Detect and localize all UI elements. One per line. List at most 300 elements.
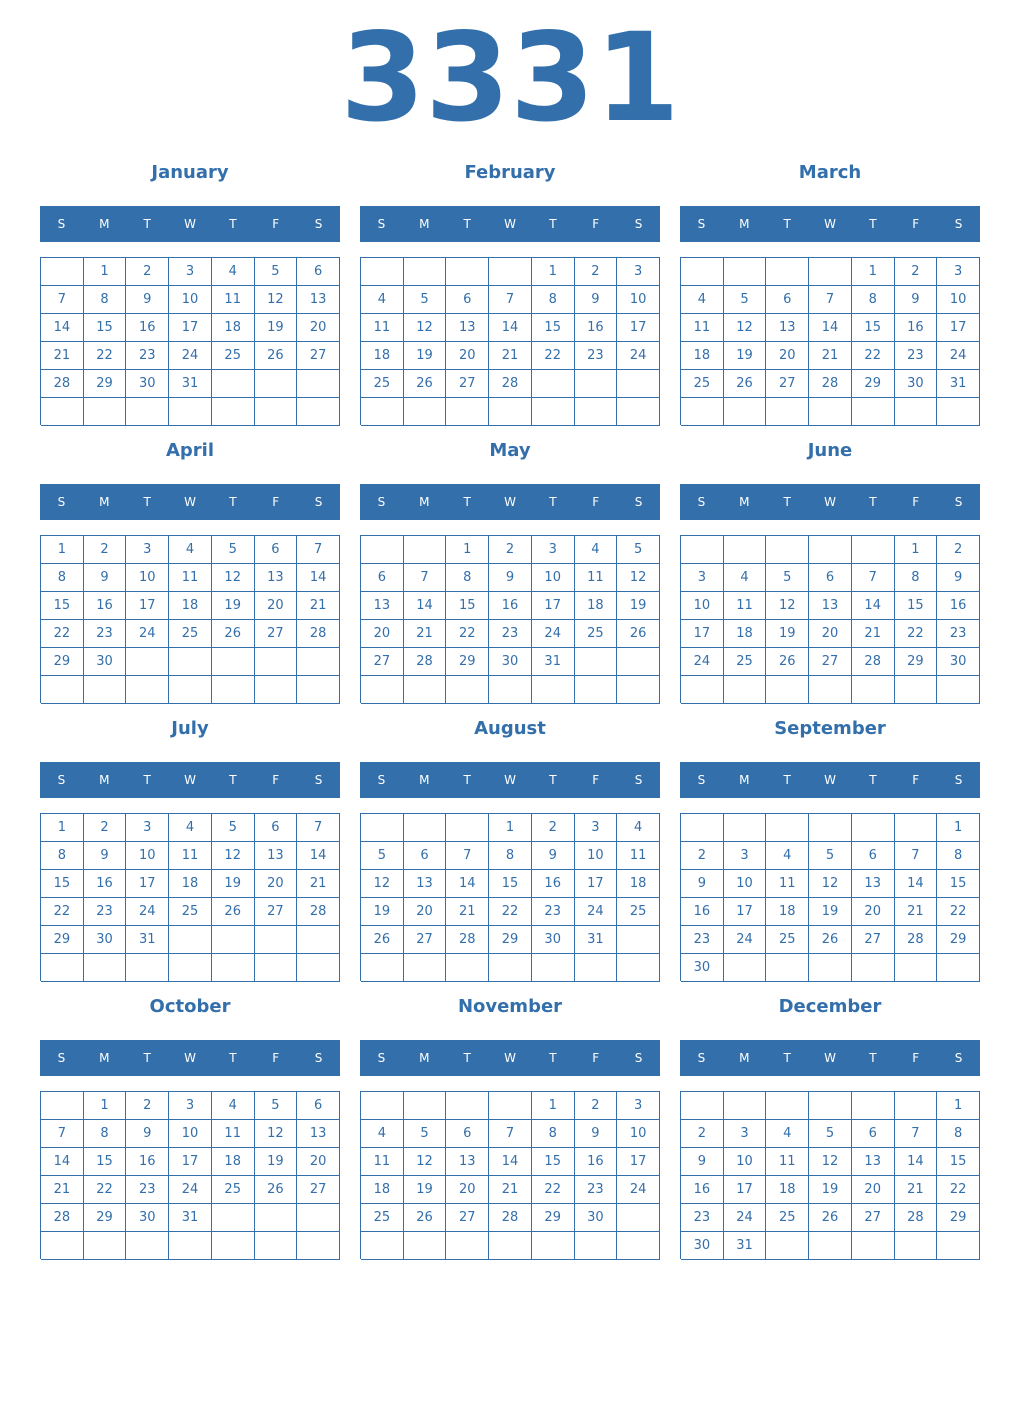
- day-cell: 31: [532, 648, 575, 676]
- day-cell: 5: [766, 564, 809, 592]
- day-cell: 13: [297, 286, 340, 314]
- empty-cell: [681, 676, 724, 704]
- weekday-label: W: [184, 495, 196, 509]
- weekday-label: T: [143, 773, 151, 787]
- weekday-label: M: [99, 217, 110, 231]
- day-cell: 20: [766, 342, 809, 370]
- weekday-label: T: [783, 1051, 791, 1065]
- day-cell: 17: [937, 314, 980, 342]
- empty-cell: [84, 954, 127, 982]
- day-cell: 27: [404, 926, 447, 954]
- day-cell: 10: [126, 842, 169, 870]
- empty-cell: [489, 1232, 532, 1260]
- month-name: August: [474, 718, 546, 739]
- empty-cell: [212, 648, 255, 676]
- empty-cell: [724, 1092, 767, 1120]
- day-cell: 16: [575, 314, 618, 342]
- day-cell: 8: [41, 564, 84, 592]
- day-cell: 25: [361, 1204, 404, 1232]
- day-cell: 2: [937, 536, 980, 564]
- day-cell: 4: [212, 1092, 255, 1120]
- day-cell: 2: [126, 258, 169, 286]
- day-cell: 27: [809, 648, 852, 676]
- day-cell: 21: [404, 620, 447, 648]
- month-name: September: [774, 718, 886, 739]
- day-cell: 19: [361, 898, 404, 926]
- day-cell: 11: [169, 564, 212, 592]
- day-cell: 2: [681, 842, 724, 870]
- weekday-label: T: [783, 773, 791, 787]
- day-cell: 9: [937, 564, 980, 592]
- day-cell: 25: [766, 926, 809, 954]
- day-cell: 20: [361, 620, 404, 648]
- day-cell: 18: [212, 1148, 255, 1176]
- weekday-label: W: [824, 217, 836, 231]
- empty-cell: [446, 814, 489, 842]
- month-name: December: [778, 996, 882, 1017]
- empty-cell: [255, 1232, 298, 1260]
- day-cell: 21: [41, 1176, 84, 1204]
- day-cell: 1: [532, 1092, 575, 1120]
- day-cell: 5: [617, 536, 660, 564]
- empty-cell: [681, 258, 724, 286]
- empty-cell: [895, 676, 938, 704]
- weekday-label: S: [634, 495, 643, 509]
- day-cell: 10: [126, 564, 169, 592]
- day-cell: 11: [361, 1148, 404, 1176]
- empty-cell: [809, 676, 852, 704]
- day-cell: 8: [852, 286, 895, 314]
- day-cell: 16: [681, 898, 724, 926]
- empty-cell: [446, 1092, 489, 1120]
- day-cell: 25: [724, 648, 767, 676]
- empty-cell: [766, 1092, 809, 1120]
- weekday-label: F: [912, 1051, 920, 1065]
- day-cell: 1: [84, 258, 127, 286]
- empty-cell: [681, 398, 724, 426]
- day-cell: 15: [446, 592, 489, 620]
- day-cell: 2: [681, 1120, 724, 1148]
- empty-cell: [212, 676, 255, 704]
- weekday-label: F: [912, 773, 920, 787]
- day-cell: 19: [766, 620, 809, 648]
- day-cell: 23: [575, 342, 618, 370]
- empty-cell: [852, 1232, 895, 1260]
- day-cell: 6: [446, 1120, 489, 1148]
- day-cell: 23: [84, 620, 127, 648]
- day-cell: 21: [446, 898, 489, 926]
- empty-cell: [766, 814, 809, 842]
- weekday-label: M: [739, 495, 750, 509]
- day-cell: 12: [404, 314, 447, 342]
- month-name: October: [149, 996, 231, 1017]
- weekday-label: S: [314, 217, 323, 231]
- weekday-label: F: [272, 1051, 280, 1065]
- day-cell: 26: [724, 370, 767, 398]
- day-cell: 11: [169, 842, 212, 870]
- day-cell: 25: [169, 620, 212, 648]
- day-cell: 21: [489, 342, 532, 370]
- day-cell: 14: [41, 314, 84, 342]
- weekday-header: [680, 206, 980, 242]
- weekday-label: T: [143, 495, 151, 509]
- day-cell: 22: [489, 898, 532, 926]
- day-cell: 26: [255, 1176, 298, 1204]
- empty-cell: [809, 536, 852, 564]
- empty-cell: [361, 814, 404, 842]
- day-cell: 1: [937, 814, 980, 842]
- day-cell: 26: [617, 620, 660, 648]
- day-cell: 18: [212, 314, 255, 342]
- empty-cell: [297, 926, 340, 954]
- day-cell: 9: [84, 564, 127, 592]
- day-cell: 7: [895, 1120, 938, 1148]
- day-cell: 4: [169, 536, 212, 564]
- weekday-header: [680, 1040, 980, 1076]
- weekday-label: T: [463, 495, 471, 509]
- day-cell: 14: [404, 592, 447, 620]
- day-cell: 4: [169, 814, 212, 842]
- empty-cell: [169, 398, 212, 426]
- day-cell: 14: [489, 314, 532, 342]
- day-cell: 16: [126, 314, 169, 342]
- empty-cell: [84, 398, 127, 426]
- weekday-label: T: [869, 1051, 877, 1065]
- weekday-header: [40, 762, 340, 798]
- weekday-label: W: [504, 1051, 516, 1065]
- day-cell: 29: [937, 926, 980, 954]
- empty-cell: [361, 258, 404, 286]
- day-cell: 14: [852, 592, 895, 620]
- empty-cell: [575, 370, 618, 398]
- day-grid: [680, 257, 980, 425]
- day-cell: 12: [404, 1148, 447, 1176]
- day-cell: 2: [575, 1092, 618, 1120]
- day-cell: 26: [212, 898, 255, 926]
- day-cell: 15: [532, 314, 575, 342]
- day-cell: 7: [489, 286, 532, 314]
- empty-cell: [255, 676, 298, 704]
- empty-cell: [169, 954, 212, 982]
- empty-cell: [361, 954, 404, 982]
- empty-cell: [212, 926, 255, 954]
- day-cell: 30: [532, 926, 575, 954]
- day-cell: 22: [84, 342, 127, 370]
- day-cell: 20: [297, 314, 340, 342]
- weekday-header: [40, 1040, 340, 1076]
- empty-cell: [724, 814, 767, 842]
- day-cell: 5: [255, 258, 298, 286]
- day-cell: 19: [724, 342, 767, 370]
- day-cell: 9: [126, 1120, 169, 1148]
- day-cell: 5: [212, 814, 255, 842]
- day-cell: 20: [255, 870, 298, 898]
- day-cell: 1: [84, 1092, 127, 1120]
- empty-cell: [404, 258, 447, 286]
- day-cell: 30: [575, 1204, 618, 1232]
- empty-cell: [212, 398, 255, 426]
- day-cell: 22: [852, 342, 895, 370]
- empty-cell: [852, 954, 895, 982]
- day-cell: 18: [617, 870, 660, 898]
- empty-cell: [766, 536, 809, 564]
- day-cell: 7: [489, 1120, 532, 1148]
- day-cell: 17: [617, 314, 660, 342]
- day-cell: 11: [361, 314, 404, 342]
- weekday-label: S: [377, 217, 386, 231]
- day-cell: 28: [895, 926, 938, 954]
- day-cell: 13: [361, 592, 404, 620]
- day-cell: 23: [532, 898, 575, 926]
- day-cell: 1: [895, 536, 938, 564]
- day-cell: 15: [895, 592, 938, 620]
- day-cell: 3: [532, 536, 575, 564]
- day-cell: 23: [126, 342, 169, 370]
- weekday-label: T: [783, 217, 791, 231]
- weekday-label: F: [272, 495, 280, 509]
- day-cell: 1: [937, 1092, 980, 1120]
- empty-cell: [297, 1232, 340, 1260]
- month-name: January: [151, 162, 229, 183]
- empty-cell: [212, 370, 255, 398]
- day-cell: 8: [937, 842, 980, 870]
- day-cell: 6: [446, 286, 489, 314]
- day-cell: 21: [489, 1176, 532, 1204]
- day-cell: 3: [169, 258, 212, 286]
- day-cell: 18: [724, 620, 767, 648]
- empty-cell: [41, 258, 84, 286]
- day-cell: 30: [126, 370, 169, 398]
- day-cell: 8: [937, 1120, 980, 1148]
- empty-cell: [361, 398, 404, 426]
- weekday-label: T: [143, 1051, 151, 1065]
- day-cell: 7: [852, 564, 895, 592]
- day-cell: 22: [937, 1176, 980, 1204]
- day-cell: 15: [937, 870, 980, 898]
- day-cell: 3: [575, 814, 618, 842]
- day-cell: 29: [532, 1204, 575, 1232]
- day-cell: 17: [169, 314, 212, 342]
- empty-cell: [169, 676, 212, 704]
- empty-cell: [126, 1232, 169, 1260]
- weekday-label: T: [463, 1051, 471, 1065]
- day-cell: 21: [297, 870, 340, 898]
- day-cell: 20: [404, 898, 447, 926]
- weekday-label: S: [314, 495, 323, 509]
- day-cell: 12: [255, 1120, 298, 1148]
- empty-cell: [937, 676, 980, 704]
- empty-cell: [852, 398, 895, 426]
- day-grid: [360, 813, 660, 981]
- day-cell: 18: [169, 870, 212, 898]
- empty-cell: [212, 1204, 255, 1232]
- day-cell: 3: [724, 842, 767, 870]
- weekday-label: S: [954, 1051, 963, 1065]
- empty-cell: [766, 1232, 809, 1260]
- empty-cell: [617, 398, 660, 426]
- day-cell: 2: [84, 536, 127, 564]
- day-cell: 2: [84, 814, 127, 842]
- day-cell: 28: [489, 1204, 532, 1232]
- day-cell: 16: [126, 1148, 169, 1176]
- day-cell: 26: [766, 648, 809, 676]
- day-cell: 3: [169, 1092, 212, 1120]
- weekday-header: [680, 762, 980, 798]
- day-cell: 29: [41, 648, 84, 676]
- day-cell: 15: [852, 314, 895, 342]
- day-cell: 24: [937, 342, 980, 370]
- day-cell: 7: [895, 842, 938, 870]
- empty-cell: [724, 398, 767, 426]
- day-cell: 21: [297, 592, 340, 620]
- day-cell: 21: [895, 1176, 938, 1204]
- empty-cell: [724, 954, 767, 982]
- day-cell: 15: [41, 592, 84, 620]
- day-cell: 2: [489, 536, 532, 564]
- day-cell: 7: [446, 842, 489, 870]
- empty-cell: [575, 954, 618, 982]
- day-cell: 14: [809, 314, 852, 342]
- day-cell: 26: [809, 926, 852, 954]
- day-cell: 27: [852, 926, 895, 954]
- day-cell: 15: [84, 314, 127, 342]
- empty-cell: [937, 398, 980, 426]
- day-cell: 31: [575, 926, 618, 954]
- day-cell: 18: [681, 342, 724, 370]
- weekday-label: S: [697, 217, 706, 231]
- weekday-label: F: [592, 217, 600, 231]
- empty-cell: [852, 536, 895, 564]
- weekday-label: W: [184, 773, 196, 787]
- day-cell: 1: [489, 814, 532, 842]
- weekday-label: T: [463, 773, 471, 787]
- empty-cell: [617, 370, 660, 398]
- day-cell: 25: [681, 370, 724, 398]
- day-cell: 6: [297, 1092, 340, 1120]
- day-cell: 25: [212, 1176, 255, 1204]
- weekday-label: F: [592, 773, 600, 787]
- weekday-label: F: [272, 217, 280, 231]
- day-cell: 17: [681, 620, 724, 648]
- day-cell: 18: [766, 898, 809, 926]
- empty-cell: [532, 398, 575, 426]
- day-cell: 5: [724, 286, 767, 314]
- day-cell: 6: [255, 814, 298, 842]
- day-cell: 9: [575, 1120, 618, 1148]
- weekday-label: T: [869, 773, 877, 787]
- day-cell: 16: [575, 1148, 618, 1176]
- day-cell: 19: [404, 1176, 447, 1204]
- weekday-label: S: [697, 1051, 706, 1065]
- day-cell: 1: [41, 536, 84, 564]
- day-cell: 3: [126, 536, 169, 564]
- day-cell: 26: [404, 1204, 447, 1232]
- weekday-label: W: [824, 495, 836, 509]
- day-cell: 28: [852, 648, 895, 676]
- day-cell: 3: [937, 258, 980, 286]
- day-cell: 9: [532, 842, 575, 870]
- empty-cell: [41, 676, 84, 704]
- empty-cell: [489, 1092, 532, 1120]
- day-cell: 15: [489, 870, 532, 898]
- empty-cell: [255, 926, 298, 954]
- day-cell: 3: [681, 564, 724, 592]
- day-cell: 21: [41, 342, 84, 370]
- weekday-label: T: [549, 1051, 557, 1065]
- empty-cell: [724, 536, 767, 564]
- empty-cell: [489, 954, 532, 982]
- weekday-label: T: [229, 1051, 237, 1065]
- day-cell: 23: [681, 926, 724, 954]
- weekday-label: M: [739, 217, 750, 231]
- weekday-label: S: [377, 495, 386, 509]
- day-cell: 17: [617, 1148, 660, 1176]
- day-cell: 30: [681, 1232, 724, 1260]
- empty-cell: [575, 648, 618, 676]
- day-cell: 31: [169, 1204, 212, 1232]
- empty-cell: [404, 1092, 447, 1120]
- day-cell: 29: [489, 926, 532, 954]
- weekday-label: F: [912, 217, 920, 231]
- empty-cell: [724, 676, 767, 704]
- day-cell: 11: [617, 842, 660, 870]
- day-cell: 27: [852, 1204, 895, 1232]
- day-cell: 14: [895, 870, 938, 898]
- day-cell: 28: [41, 370, 84, 398]
- empty-cell: [681, 814, 724, 842]
- day-cell: 10: [724, 1148, 767, 1176]
- day-grid: [40, 257, 340, 425]
- month-name: April: [165, 440, 215, 461]
- weekday-label: S: [314, 773, 323, 787]
- weekday-label: T: [549, 773, 557, 787]
- day-cell: 30: [84, 648, 127, 676]
- weekday-label: M: [739, 773, 750, 787]
- day-cell: 24: [724, 926, 767, 954]
- empty-cell: [489, 258, 532, 286]
- day-cell: 6: [852, 842, 895, 870]
- day-cell: 19: [617, 592, 660, 620]
- empty-cell: [852, 814, 895, 842]
- day-cell: 18: [575, 592, 618, 620]
- weekday-label: T: [229, 773, 237, 787]
- empty-cell: [766, 676, 809, 704]
- day-cell: 29: [41, 926, 84, 954]
- day-cell: 17: [126, 592, 169, 620]
- day-cell: 12: [212, 842, 255, 870]
- empty-cell: [361, 536, 404, 564]
- day-cell: 12: [766, 592, 809, 620]
- day-cell: 26: [404, 370, 447, 398]
- day-cell: 20: [297, 1148, 340, 1176]
- day-cell: 28: [404, 648, 447, 676]
- day-cell: 9: [681, 870, 724, 898]
- day-cell: 26: [212, 620, 255, 648]
- day-cell: 26: [361, 926, 404, 954]
- day-cell: 26: [809, 1204, 852, 1232]
- day-cell: 20: [446, 1176, 489, 1204]
- weekday-header: [360, 1040, 660, 1076]
- day-cell: 29: [84, 370, 127, 398]
- empty-cell: [126, 676, 169, 704]
- day-cell: 14: [489, 1148, 532, 1176]
- day-cell: 2: [126, 1092, 169, 1120]
- day-cell: 9: [895, 286, 938, 314]
- weekday-header: [360, 762, 660, 798]
- empty-cell: [575, 676, 618, 704]
- day-cell: 10: [724, 870, 767, 898]
- day-cell: 7: [297, 536, 340, 564]
